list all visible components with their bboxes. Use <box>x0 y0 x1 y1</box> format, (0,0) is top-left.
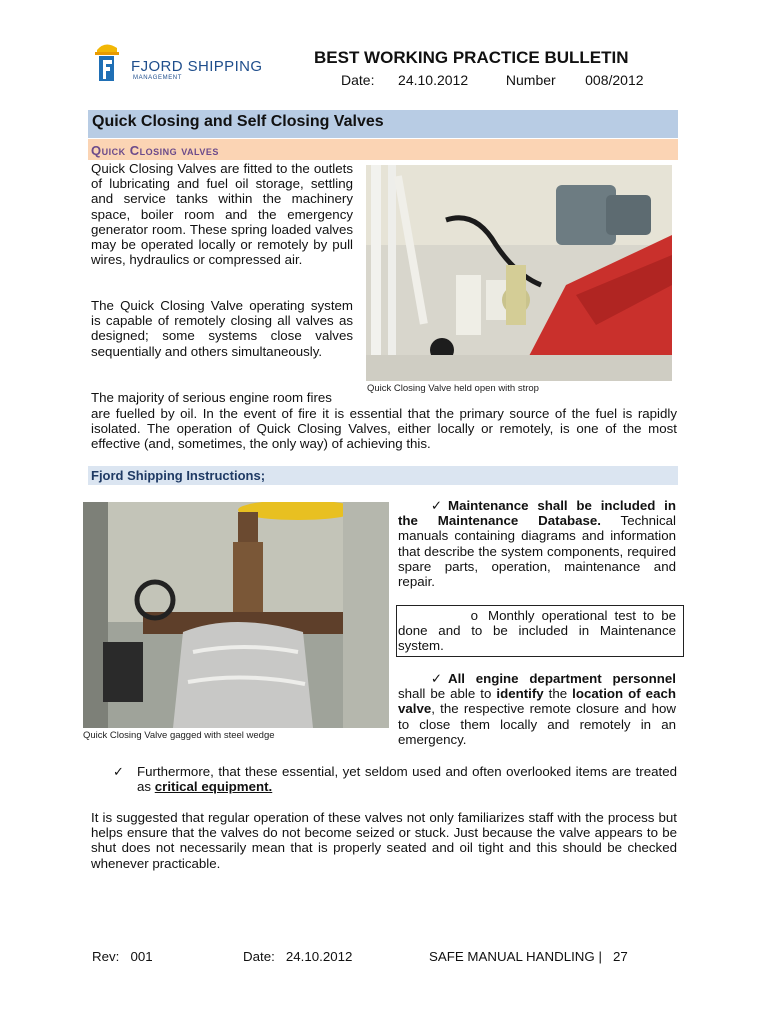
footer-section <box>429 949 628 964</box>
logo-name: FJORD SHIPPING <box>131 58 263 75</box>
circle-bullet-icon: o <box>470 608 478 623</box>
section-subtitle <box>88 139 678 160</box>
section-subtitle-text: Quick Closing valves <box>91 143 219 158</box>
instruction-personnel-bold: All engine department personnel <box>448 671 676 686</box>
check-icon: ✓ <box>430 498 442 513</box>
instruction-monthly-test-text: Monthly operational test to be done and to be included in Maintenance system. <box>398 608 676 654</box>
instruction-personnel <box>398 671 676 747</box>
page-number: 27 <box>613 949 628 964</box>
bulletin-title: BEST WORKING PRACTICE BULLETIN <box>314 48 629 67</box>
valve-strop-photo <box>366 165 672 381</box>
check-icon: ✓ <box>430 671 442 686</box>
valve-wedge-photo <box>83 502 389 728</box>
footer-revision <box>92 949 153 964</box>
logo-subtitle: MANAGEMENT <box>133 75 183 81</box>
instruction-critical-text: Furthermore, that these essential, yet seldom used and often overlooked items are treated as <box>137 764 677 795</box>
instruction-maintenance-text: Technical manuals containing diagrams and information that describe the system components, required spare parts, operation, maintenance and repair. <box>398 513 676 590</box>
instruction-personnel-text-c: , the respective remote closure and how to close them locally and remotely in an emergency. <box>398 701 676 747</box>
intro-paragraph-2: The Quick Closing Valve operating system is capable of remotely closing all valves as designed; some systems close valves sequentially and others simultaneously. <box>91 298 353 359</box>
footer-date-value: 24.10.2012 <box>285 949 353 964</box>
instruction-critical-emphasis: critical equipment. <box>154 779 273 795</box>
footer-date <box>243 949 352 964</box>
instruction-maintenance-bold: Maintenance shall be included in the Maintenance Database. <box>398 498 676 529</box>
footer-rev-value: 001 <box>130 949 153 964</box>
instruction-maintenance <box>398 498 676 589</box>
page-title: Quick Closing and Self Closing Valves <box>88 110 678 138</box>
footer-rev-label: Rev: <box>92 949 120 964</box>
header-dateline <box>341 72 644 88</box>
intro-paragraph-3-start: The majority of serious engine room fires <box>91 390 332 405</box>
instructions-heading: Fjord Shipping Instructions; <box>88 466 678 485</box>
header-number-label: Number <box>505 72 556 88</box>
header-number-value: 008/2012 <box>585 72 644 88</box>
header-date-value: 24.10.2012 <box>398 72 469 88</box>
footer-section-label: SAFE MANUAL HANDLING | <box>429 949 602 964</box>
intro-paragraph-3-rest: are fuelled by oil. In the event of fire it is essential that the primary source of the fuel is rapidly isolated. The operation of Quick Closing Valves, either locally or remotely, is one of the most effective (and, sometimes, the only way) of achieving this. <box>91 406 677 452</box>
closing-paragraph: It is suggested that regular operation of these valves not only familiarizes staff with the process but helps ensure that the valves do not become seized or stuck. Just because the valve appears to be shut does not necessarily mean that is properly seated and oil tight and this should be checked whenever practicable. <box>91 810 677 871</box>
instruction-critical-equipment <box>137 764 677 794</box>
instruction-personnel-identify: identify <box>496 686 544 702</box>
footer-date-label: Date: <box>243 949 275 964</box>
check-icon: ✓ <box>113 764 124 779</box>
intro-paragraph-1: Quick Closing Valves are fitted to the outlets of lubricating and fuel oil storage, settling and service tanks within the machinery space, boiler room and the emergency generator room. These spring loaded valves may be operated locally or remotely by pull wires, hydraulics or compressed air. <box>91 161 353 268</box>
instruction-monthly-test <box>398 608 676 654</box>
instruction-personnel-text-a: shall be able to <box>398 686 497 702</box>
instruction-personnel-text-b: the <box>543 686 573 702</box>
instruction-personnel-location: location of each valve <box>398 686 676 717</box>
photo-caption-wedge: Quick Closing Valve gagged with steel wedge <box>83 730 275 741</box>
photo-caption-strop: Quick Closing Valve held open with strop <box>367 383 539 394</box>
header-date-label: Date: <box>341 72 375 88</box>
